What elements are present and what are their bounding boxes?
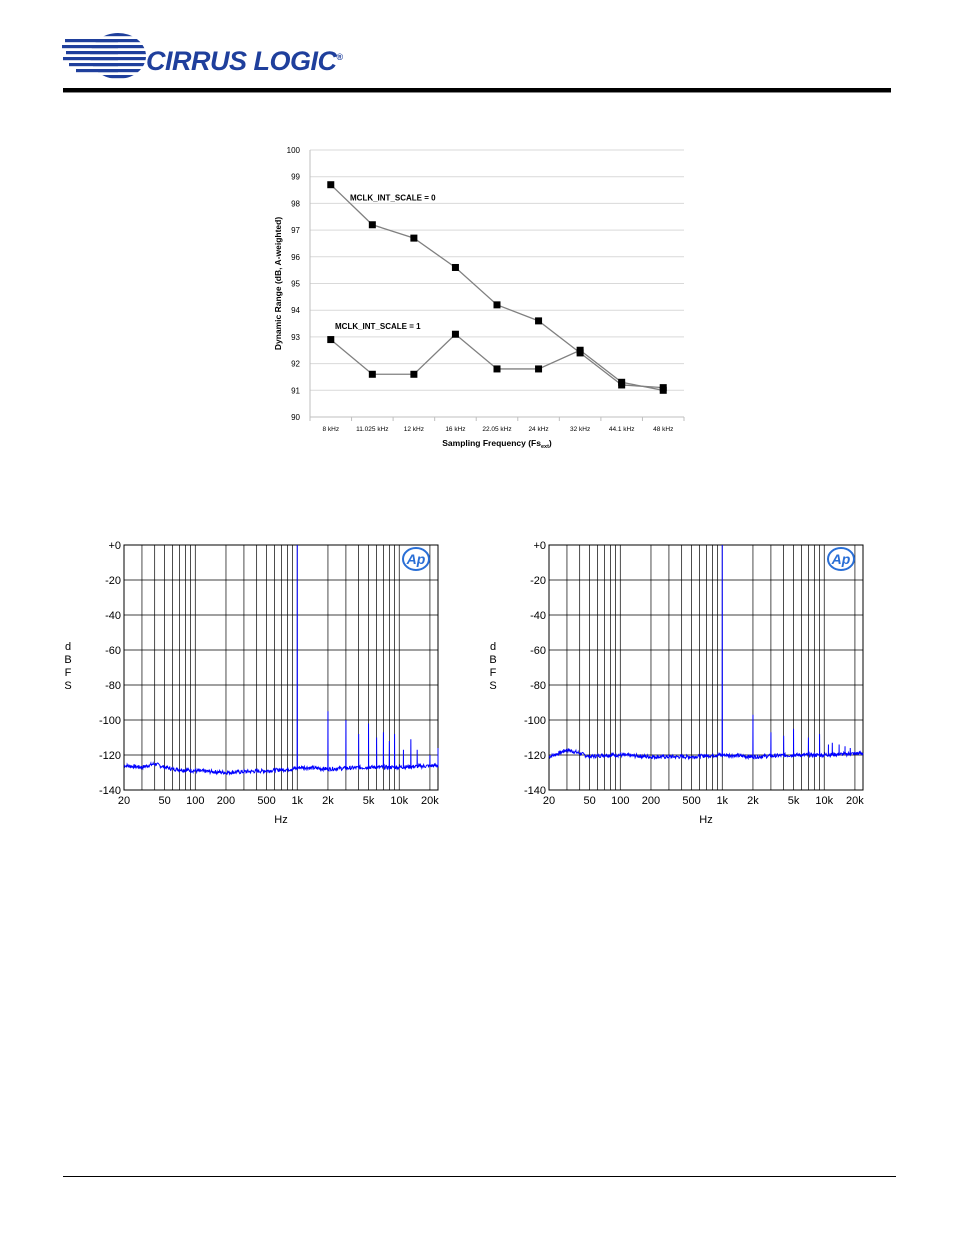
ap-badge-text: Ap (406, 551, 426, 567)
x-tick-label: 22.05 kHz (482, 426, 512, 433)
x-tick-label: 20 (117, 795, 131, 807)
data-point (327, 336, 334, 343)
y-tick-label: 93 (291, 332, 300, 342)
series-line-0 (331, 185, 663, 388)
x-tick-label: 2k (322, 795, 334, 807)
data-point (577, 347, 584, 354)
data-point (494, 301, 501, 308)
cirrus-swoosh-icon (60, 30, 150, 85)
data-point (452, 331, 459, 338)
data-point (452, 264, 459, 271)
x-tick-label: 500 (257, 795, 276, 807)
y-tick-label: 91 (291, 386, 300, 396)
y-tick-label: 95 (291, 279, 300, 289)
x-tick-label: 20k (421, 795, 439, 807)
x-tick-label: 12 kHz (403, 426, 425, 433)
y-tick-label: 90 (291, 413, 300, 422)
x-tick-label: 100 (186, 795, 205, 807)
y-axis-title: d B F S (489, 641, 497, 692)
plot-area (124, 545, 438, 790)
series-label: MCLK_INT_SCALE = 1 (335, 321, 421, 331)
y-tick-label: -140 (98, 785, 121, 797)
x-tick-label: 500 (682, 795, 701, 807)
data-point (369, 221, 376, 228)
y-tick-label: 99 (291, 172, 300, 182)
data-point (327, 181, 334, 188)
x-axis-title: Sampling Frequency $(Fs_{ext})$ (442, 438, 552, 450)
x-tick-label: 11.025 kHz (356, 426, 389, 433)
x-tick-label: 1k (291, 795, 304, 807)
y-tick-label: -40 (530, 610, 546, 622)
y-tick-label: -20 (105, 575, 121, 587)
x-tick-label: 50 (583, 795, 596, 807)
x-tick-label: 2k (747, 795, 759, 807)
data-point (535, 365, 542, 372)
x-axis-title: Hz (699, 814, 713, 826)
x-tick-label: 20 (542, 795, 556, 807)
x-tick-label: 10k (390, 795, 409, 807)
x-tick-label: 32 kHz (569, 426, 591, 433)
brand-name: CIRRUS LOGIC® (146, 46, 343, 76)
y-tick-label: -40 (105, 610, 121, 622)
y-axis-title: d B F S (64, 641, 72, 692)
x-tick-label: 100 (611, 795, 630, 807)
y-tick-label: 96 (291, 252, 300, 262)
y-tick-label: 100 (286, 146, 300, 155)
y-tick-label: -140 (523, 785, 546, 797)
data-point (494, 365, 501, 372)
y-tick-label: -120 (98, 750, 121, 762)
y-tick-label: +0 (108, 540, 121, 552)
x-tick-label: 5k (787, 795, 800, 807)
y-tick-label: 97 (291, 226, 300, 236)
y-tick-label: -60 (105, 645, 121, 657)
y-tick-label: -80 (530, 680, 546, 692)
x-tick-label: 8 kHz (322, 426, 340, 433)
y-tick-label: 94 (291, 306, 300, 316)
data-point (410, 235, 417, 242)
x-tick-label: 10k (815, 795, 834, 807)
cirrus-logic-logo (60, 30, 360, 85)
y-axis-title: Dynamic Range (dB, A-weighted) (273, 216, 283, 351)
y-tick-label: -100 (98, 715, 121, 727)
x-tick-label: 48 kHz (653, 426, 674, 433)
x-tick-label: 200 (641, 795, 661, 807)
data-point (660, 387, 667, 394)
data-point (535, 317, 542, 324)
x-tick-label: 200 (216, 795, 236, 807)
series-line-1 (331, 334, 663, 390)
y-tick-label: -100 (523, 715, 546, 727)
y-tick-label: 92 (291, 359, 300, 369)
data-point (369, 371, 376, 378)
dynamic-range-chart (265, 140, 695, 460)
footer-rule (63, 1176, 896, 1177)
x-tick-label: 1k (716, 795, 729, 807)
y-tick-label: -60 (530, 645, 546, 657)
y-tick-label: -80 (105, 680, 121, 692)
fft-chart-right (480, 535, 880, 835)
fft-chart-left (55, 535, 455, 835)
x-axis-title: Hz (274, 814, 288, 826)
series-label: MCLK_INT_SCALE = 0 (350, 193, 436, 203)
x-tick-label: 20k (846, 795, 864, 807)
data-point (618, 379, 625, 386)
ap-badge-text: Ap (831, 551, 851, 567)
y-tick-label: 98 (291, 199, 300, 209)
x-tick-label: 44.1 kHz (608, 426, 635, 433)
x-tick-label: 50 (158, 795, 171, 807)
y-tick-label: -120 (523, 750, 546, 762)
x-tick-label: 24 kHz (528, 426, 549, 433)
header-rule (63, 88, 891, 93)
x-tick-label: 5k (362, 795, 375, 807)
x-tick-label: 16 kHz (445, 426, 466, 433)
data-point (410, 371, 417, 378)
y-tick-label: -20 (530, 575, 546, 587)
y-tick-label: +0 (533, 540, 546, 552)
plot-area (549, 545, 863, 790)
